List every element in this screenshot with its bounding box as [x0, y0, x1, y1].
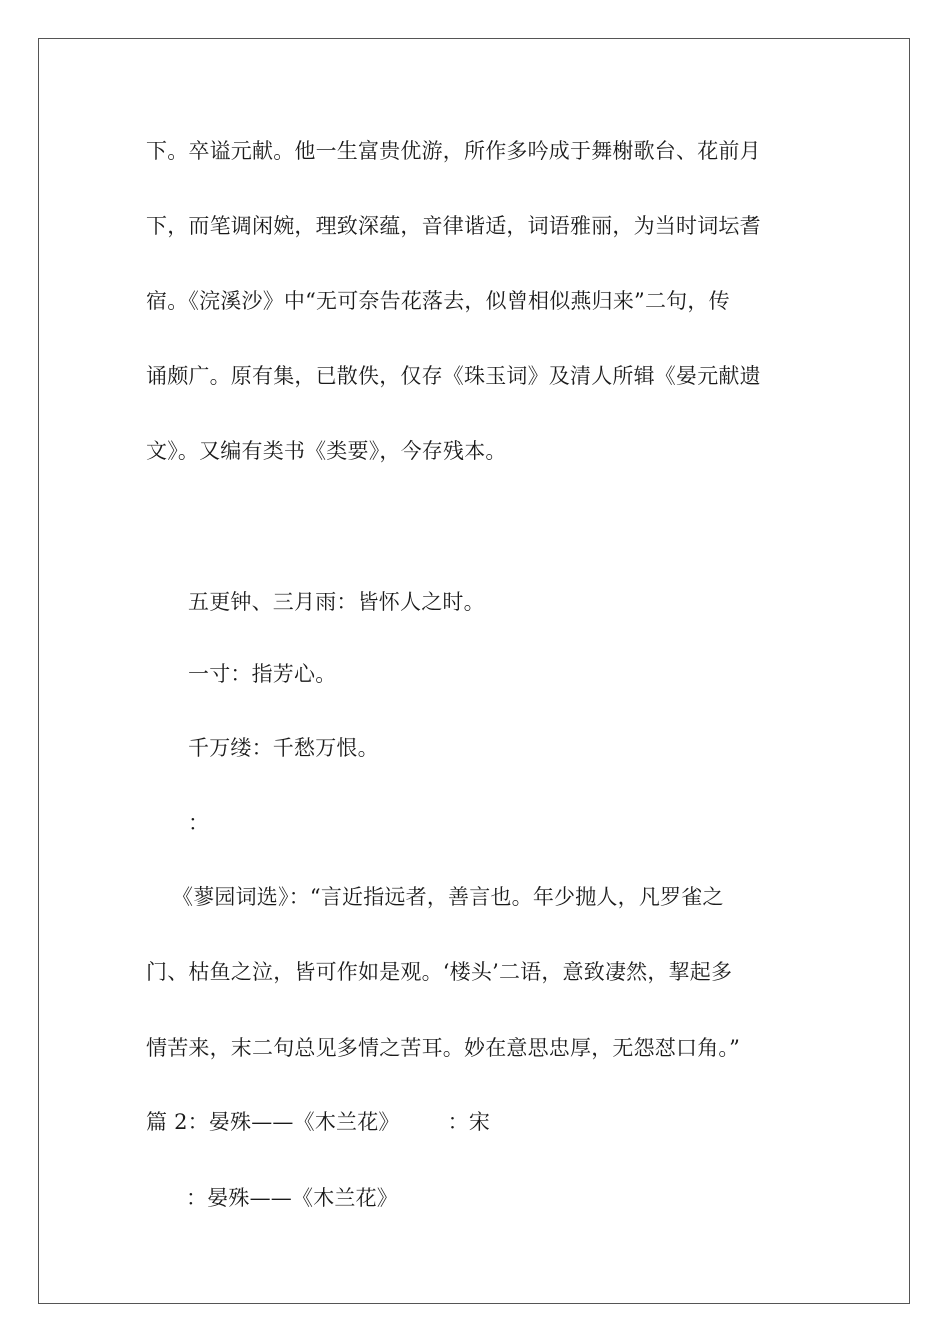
note-line: 千万缕：千愁万恨。 [188, 736, 379, 760]
section-heading-right: ：宋 [447, 1110, 491, 1134]
subtitle-line: ：晏殊——《木兰花》 [186, 1186, 398, 1210]
section-heading [146, 1107, 490, 1137]
paragraph-line: 下。卒谥元献。他一生富贵优游，所作多吟成于舞榭歌台、花前月 [146, 139, 761, 163]
commentary-line: 情苦来，末二句总见多情之苦耳。妙在意思忠厚，无怨怼口角。” [146, 1036, 741, 1060]
note-line: 一寸：指芳心。 [188, 662, 337, 686]
paragraph-line: 诵颇广。原有集，已散佚，仅存《珠玉词》及清人所辑《晏元献遗 [146, 364, 761, 388]
commentary-line: 《蓼园词选》：“言近指远者，善言也。年少抛人，凡罗雀之 [172, 885, 724, 909]
paragraph-line: 下，而笔调闲婉，理致深蕴，音律谐适，词语雅丽，为当时词坛耆 [146, 214, 761, 238]
note-line: 五更钟、三月雨：皆怀人之时。 [188, 590, 485, 614]
paragraph-line: 宿。《浣溪沙》中“无可奈告花落去，似曾相似燕归来”二句，传 [146, 289, 730, 313]
section-heading-left: 篇 2：晏殊——《木兰花》 [146, 1110, 400, 1134]
note-line: ： [188, 811, 210, 835]
commentary-line: 门、枯鱼之泣，皆可作如是观。‘楼头’二语，意致凄然，挈起多 [146, 960, 733, 984]
paragraph-line: 文》。又编有类书《类要》，今存残本。 [146, 439, 507, 463]
